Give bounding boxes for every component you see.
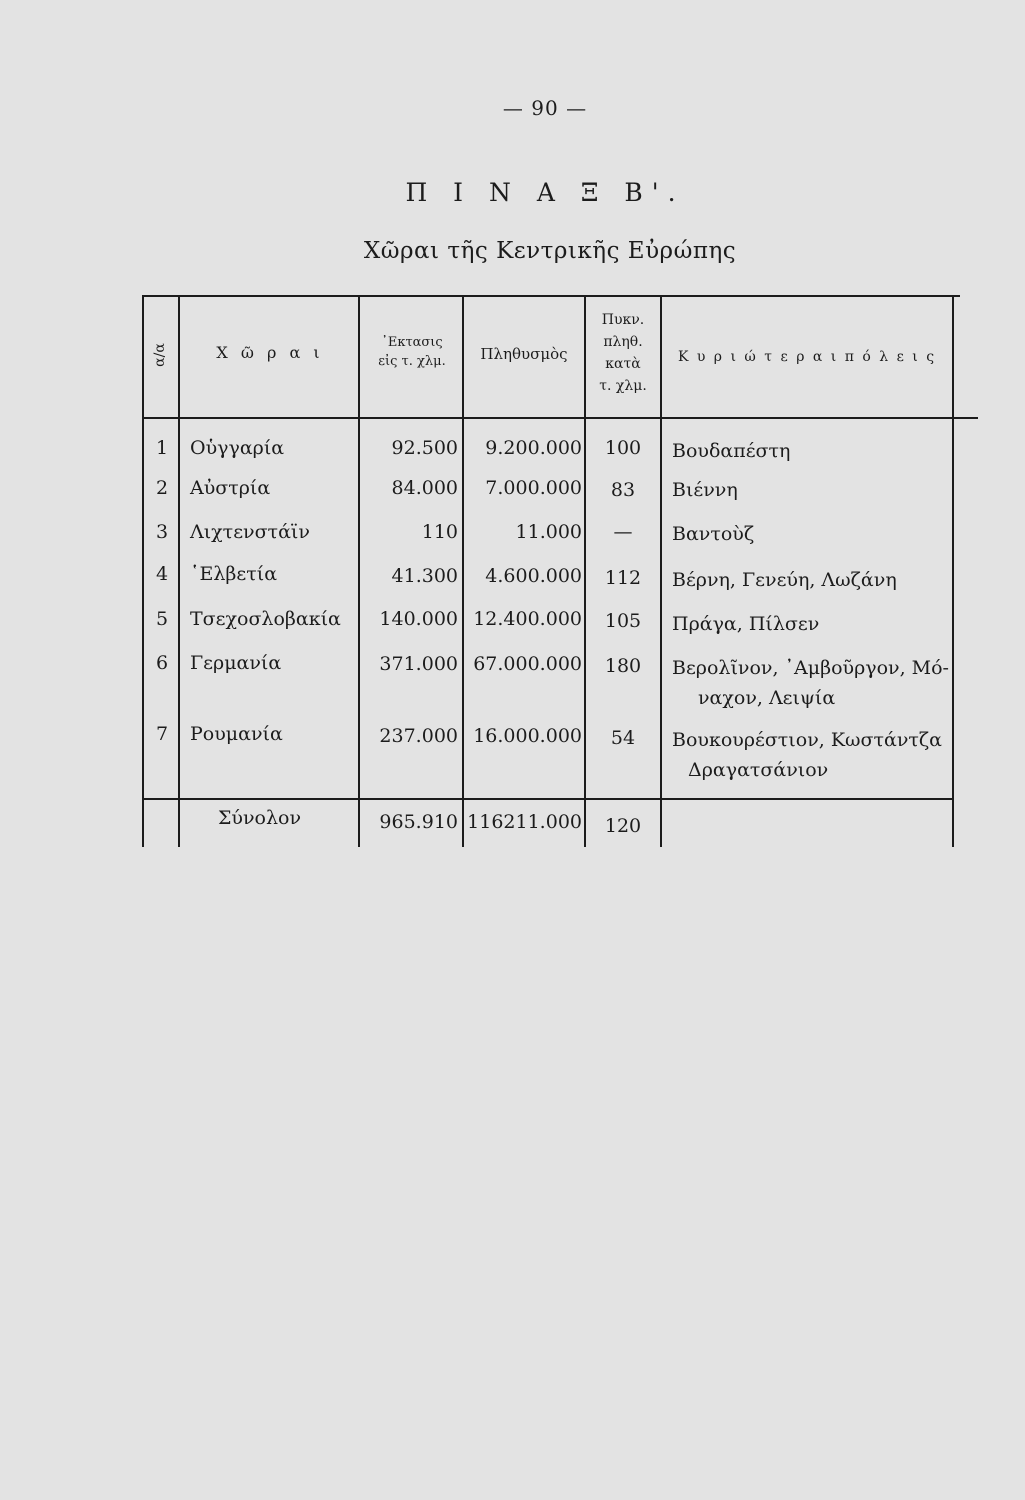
row-cities-continued: ναχον, Λειψία <box>698 687 836 709</box>
row-cities: Πράγα, Πίλσεν <box>672 613 820 635</box>
row-number: 1 <box>155 437 169 459</box>
row-population: 12.400.000 <box>473 608 582 630</box>
row-population: 7.000.000 <box>485 477 582 499</box>
row-country: ῾Ελβετία <box>190 563 278 585</box>
table-top-rule <box>142 295 960 297</box>
row-cities: Βουκουρέστιον, Κωστάντζα <box>672 729 943 751</box>
header-cities: Κ υ ρ ι ώ τ ε ρ α ι π ό λ ε ι ς <box>677 349 937 365</box>
row-density: 83 <box>610 479 636 501</box>
row-number: 7 <box>155 723 169 745</box>
row-density: 54 <box>610 727 636 749</box>
header-area-line1: ᾿Εκτασις <box>381 335 443 350</box>
row-country: Οὑγγαρία <box>190 437 285 459</box>
column-rule-right <box>952 295 954 847</box>
header-density-line3: κατὰ <box>605 356 641 372</box>
row-number: 3 <box>155 521 169 543</box>
row-country: Αὐστρία <box>190 477 271 499</box>
total-top-rule <box>142 798 952 800</box>
header-area-line2: εἰς τ. χλμ. <box>378 354 446 369</box>
row-number: 4 <box>155 563 169 585</box>
row-population: 9.200.000 <box>485 437 582 459</box>
header-bottom-rule <box>142 417 978 419</box>
row-area: 110 <box>421 521 458 543</box>
row-cities: Βέρνη, Γενεύη, Λωζάνη <box>672 569 897 591</box>
row-population: 16.000.000 <box>473 725 582 747</box>
row-density: 105 <box>604 610 642 632</box>
table-subtitle: Χῶραι τῆς Κεντρικῆς Εὐρώπης <box>363 238 737 264</box>
row-area: 84.000 <box>391 477 458 499</box>
page-number: — 90 — <box>502 96 588 120</box>
total-population: 116211.000 <box>467 811 582 833</box>
row-density: — <box>613 521 633 543</box>
row-cities-continued: Δραγατσάνιον <box>688 759 829 781</box>
column-rule-density <box>660 295 662 847</box>
total-density: 120 <box>604 815 642 837</box>
total-area: 965.910 <box>379 811 458 833</box>
row-population: 67.000.000 <box>473 653 582 675</box>
row-country: Τσεχοσλοβακία <box>190 608 341 630</box>
row-country: Γερμανία <box>190 652 282 674</box>
header-density-line2: πληθ. <box>603 334 643 350</box>
header-density-line4: τ. χλμ. <box>599 378 647 394</box>
header-density-block <box>586 309 660 397</box>
header-country: Χ ῶ ρ α ι <box>216 343 324 362</box>
row-country: Ρουμανία <box>190 723 283 745</box>
row-area: 371.000 <box>379 653 458 675</box>
row-number: 6 <box>155 652 169 674</box>
header-population: Πληθυσμὸς <box>480 345 568 363</box>
population-table <box>142 295 960 847</box>
row-population: 4.600.000 <box>485 565 582 587</box>
row-country: Λιχτενστάϊν <box>190 521 310 543</box>
row-number: 5 <box>155 608 169 630</box>
row-area: 92.500 <box>391 437 458 459</box>
header-area <box>362 333 462 371</box>
table-title: Π Ι Ν Α Ξ Β'. <box>405 178 685 207</box>
row-number: 2 <box>155 477 169 499</box>
row-cities: Βαντοὺζ <box>672 523 755 545</box>
header-density-line1: Πυκν. <box>601 312 645 328</box>
total-label: Σύνολον <box>218 807 302 829</box>
row-density: 100 <box>604 437 642 459</box>
row-area: 140.000 <box>379 608 458 630</box>
row-cities: Βερολῖνον, ᾿Αμβοῦργον, Μό- <box>672 657 949 679</box>
column-rule-country <box>358 295 360 847</box>
header-aa: α/α <box>152 343 168 367</box>
row-density: 112 <box>604 567 642 589</box>
row-population: 11.000 <box>515 521 582 543</box>
row-area: 237.000 <box>379 725 458 747</box>
row-cities: Βουδαπέστη <box>672 440 791 462</box>
row-cities: Βιέννη <box>672 479 738 501</box>
row-density: 180 <box>604 655 642 677</box>
row-area: 41.300 <box>391 565 458 587</box>
